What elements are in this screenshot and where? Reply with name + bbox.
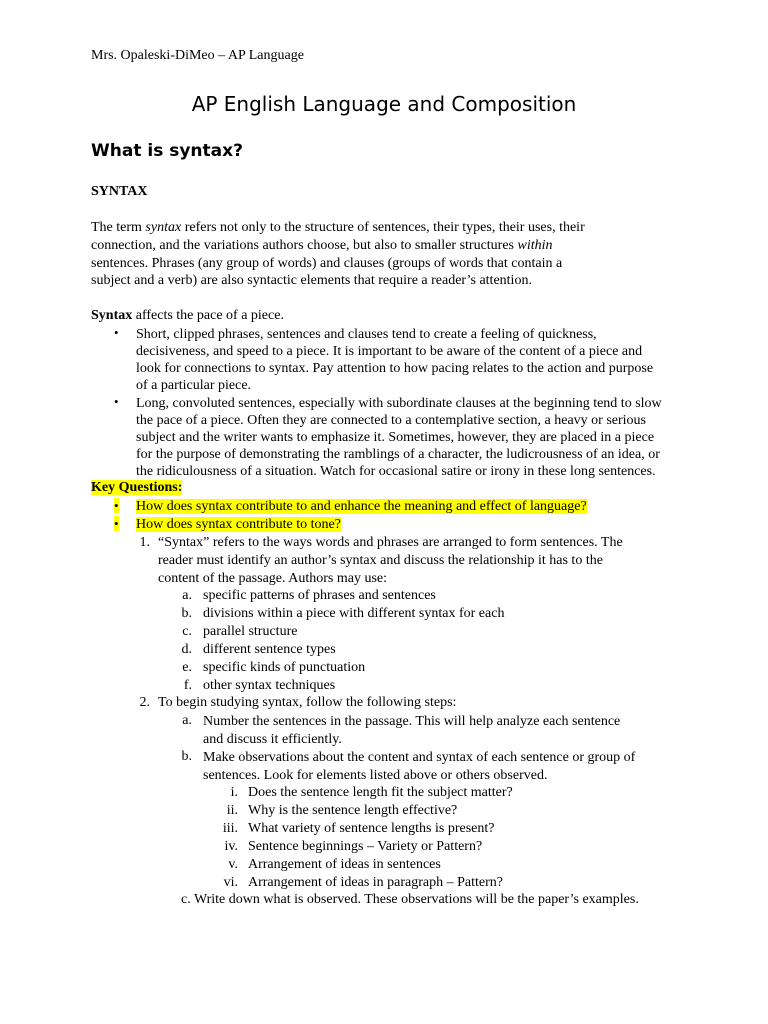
roman-list-item: Why is the sentence length effective?: [248, 803, 458, 818]
roman-list-marker: ii.: [226, 803, 238, 818]
page-header: Mrs. Opaleski-DiMeo – AP Language: [91, 48, 304, 63]
sub-list-marker: b.: [181, 606, 192, 621]
sub-list-marker: b.: [181, 749, 192, 764]
bullet-marker: •: [114, 516, 119, 531]
list-item-text: To begin studying syntax, follow the following steps:: [158, 695, 457, 710]
roman-list-marker: vi.: [223, 875, 238, 890]
roman-list-item: Does the sentence length fit the subject matter?: [248, 785, 513, 800]
key-question: How does syntax contribute to and enhance the meaning and effect of language?: [136, 499, 587, 514]
sub-list-item: Number the sentences in the passage. This will help analyze each sentence and discuss it efficiently.: [203, 714, 621, 747]
bullet-item: Long, convoluted sentences, especially with subordinate clauses at the beginning tend to slow the pace of a piece. Often they are connected to a contemplative section, a heavy or serious subject and the writer wants to emphasize it. Sometimes, however, they are placed in a piece for the purpose of demonstrating the ramblings of a character, the ludicrousness of an idea, or the ridiculousness of a situation. Watch for occasional satire or irony in these long sentences.: [136, 396, 662, 479]
sub-list-item: specific kinds of punctuation: [203, 660, 366, 675]
bullet-marker: •: [114, 498, 119, 513]
sub-list-item: c. Write down what is observed. These observations will be the paper’s examples.: [181, 892, 639, 907]
roman-list-item: Arrangement of ideas in sentences: [248, 857, 441, 872]
bullet-marker: •: [114, 394, 119, 409]
sub-list-marker: e.: [182, 660, 192, 675]
document-title: AP English Language and Composition: [191, 92, 577, 116]
pace-statement: Syntax affects the pace of a piece.: [91, 308, 284, 323]
sub-list-marker: f.: [183, 678, 192, 693]
list-number: 1.: [139, 535, 150, 550]
roman-list-marker: i.: [230, 785, 238, 800]
roman-list-item: Sentence beginnings – Variety or Pattern?: [248, 839, 483, 854]
sub-list-marker: d.: [181, 642, 192, 657]
sub-list-item: Make observations about the content and syntax of each sentence or group of sentences. Look for elements listed above or others observed.: [203, 750, 636, 783]
roman-list-marker: iii.: [222, 821, 238, 836]
key-questions-label: Key Questions:: [91, 480, 183, 495]
key-question: How does syntax contribute to tone?: [136, 517, 341, 532]
section-heading: What is syntax?: [91, 141, 243, 161]
roman-list-item: What variety of sentence lengths is present?: [248, 821, 495, 836]
intro-paragraph: The term syntax refers not only to the structure of sentences, their types, their uses, their connection, and the variations authors choose, but also to smaller structures within sentences. Phrases (any group of words) and clauses (groups of words that contain a subject and a verb) are also syntactic elements that require a reader’s attention.: [91, 220, 585, 289]
list-item-text: “Syntax” refers to the ways words and phrases are arranged to form sentences. The reader must identify an author’s syntax and discuss the relationship it has to the content of the passage. Authors may use:: [158, 535, 623, 586]
sub-list-item: other syntax techniques: [203, 678, 336, 693]
sub-list-marker: a.: [182, 713, 192, 728]
roman-list-marker: iv.: [224, 839, 238, 854]
bullet-marker: •: [114, 325, 119, 340]
sub-list-marker: a.: [182, 588, 192, 603]
section-label: SYNTAX: [91, 184, 148, 199]
bullet-item: Short, clipped phrases, sentences and clauses tend to create a feeling of quickness, decisiveness, and speed to a piece. It is important to be aware of the content of a piece and look for connections to syntax. Pay attention to how pacing relates to the action and purpose of a particular piece.: [136, 327, 654, 393]
sub-list-item: divisions within a piece with different syntax for each: [203, 606, 505, 621]
roman-list-item: Arrangement of ideas in paragraph – Pattern?: [248, 875, 504, 890]
sub-list-marker: c.: [182, 624, 192, 639]
list-number: 2.: [139, 695, 150, 710]
roman-list-marker: v.: [228, 857, 238, 872]
sub-list-item: specific patterns of phrases and sentences: [203, 588, 436, 603]
sub-list-item: parallel structure: [203, 624, 298, 639]
sub-list-item: different sentence types: [203, 642, 336, 657]
